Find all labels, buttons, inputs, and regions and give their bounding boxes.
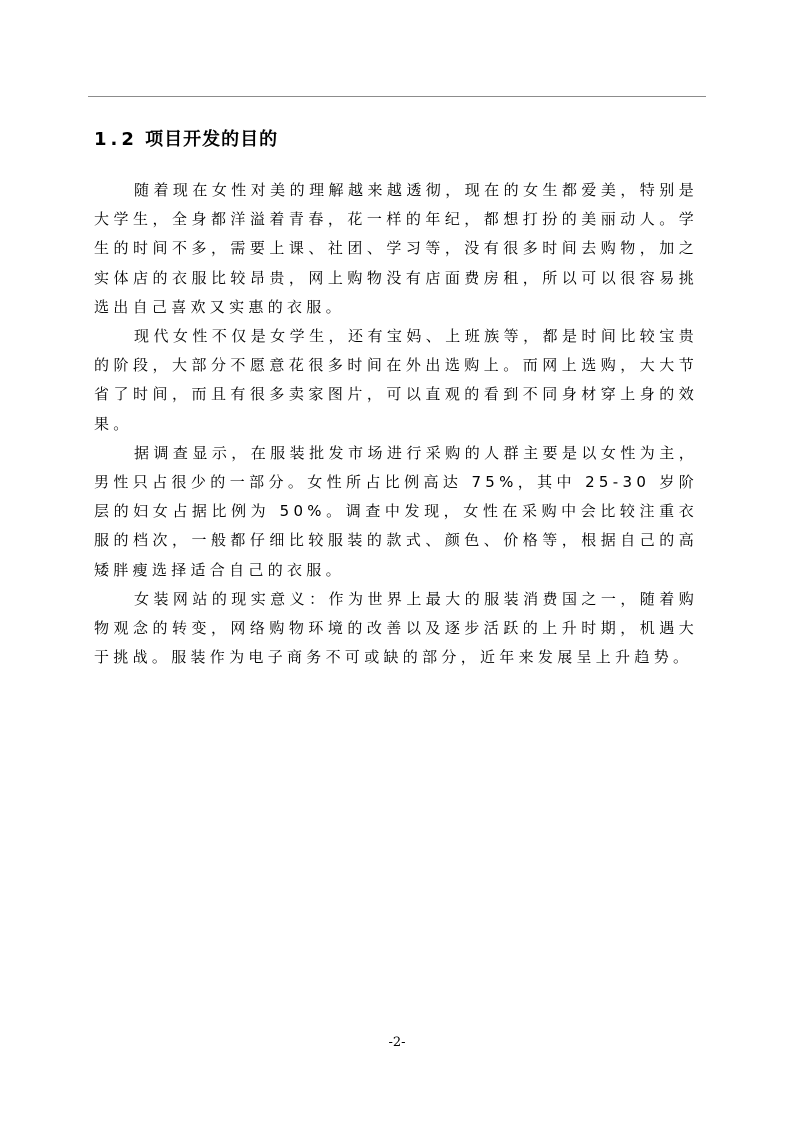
section-number: 1.2 xyxy=(94,129,138,150)
header-rule xyxy=(88,96,706,97)
paragraph-2: 现代女性不仅是女学生，还有宝妈、上班族等，都是时间比较宝贵的阶段，大部分不愿意花很多时间在外出选购上。而网上选购，大大节省了时间，而且有很多卖家图片，可以直观的看到不同身材穿上身的效果。 xyxy=(94,327,698,433)
paragraph-3: 据调查显示，在服装批发市场进行采购的人群主要是以女性为主，男性只占很少的一部分。女性所占比例高达 75%，其中 25-30 岁阶层的妇女占据比例为 50%。调查中发现，女性在采购中会比较注重衣服的档次，一般都仔细比较服装的款式、颜色、价格等，根据自己的高矮胖瘦选择适合自己的衣服。 xyxy=(94,443,698,579)
paragraph-4: 女装网站的现实意义：作为世界上最大的服装消费国之一，随着购物观念的转变，网络购物环境的改善以及逐步活跃的上升时期，机遇大于挑战。服装作为电子商务不可或缺的部分，近年来发展呈上升趋势。 xyxy=(94,589,698,667)
section-heading xyxy=(94,126,278,154)
paragraph-1: 随着现在女性对美的理解越来越透彻，现在的女生都爱美，特别是大学生，全身都洋溢着青春，花一样的年纪，都想打扮的美丽动人。学生的时间不多，需要上课、社团、学习等，没有很多时间去购物，加之实体店的衣服比较昂贵，网上购物没有店面费房租，所以可以很容易挑选出自己喜欢又实惠的衣服。 xyxy=(94,181,698,316)
page-number: -2- xyxy=(388,1035,406,1050)
body-text xyxy=(94,176,698,672)
section-title-text: 项目开发的目的 xyxy=(145,129,279,150)
